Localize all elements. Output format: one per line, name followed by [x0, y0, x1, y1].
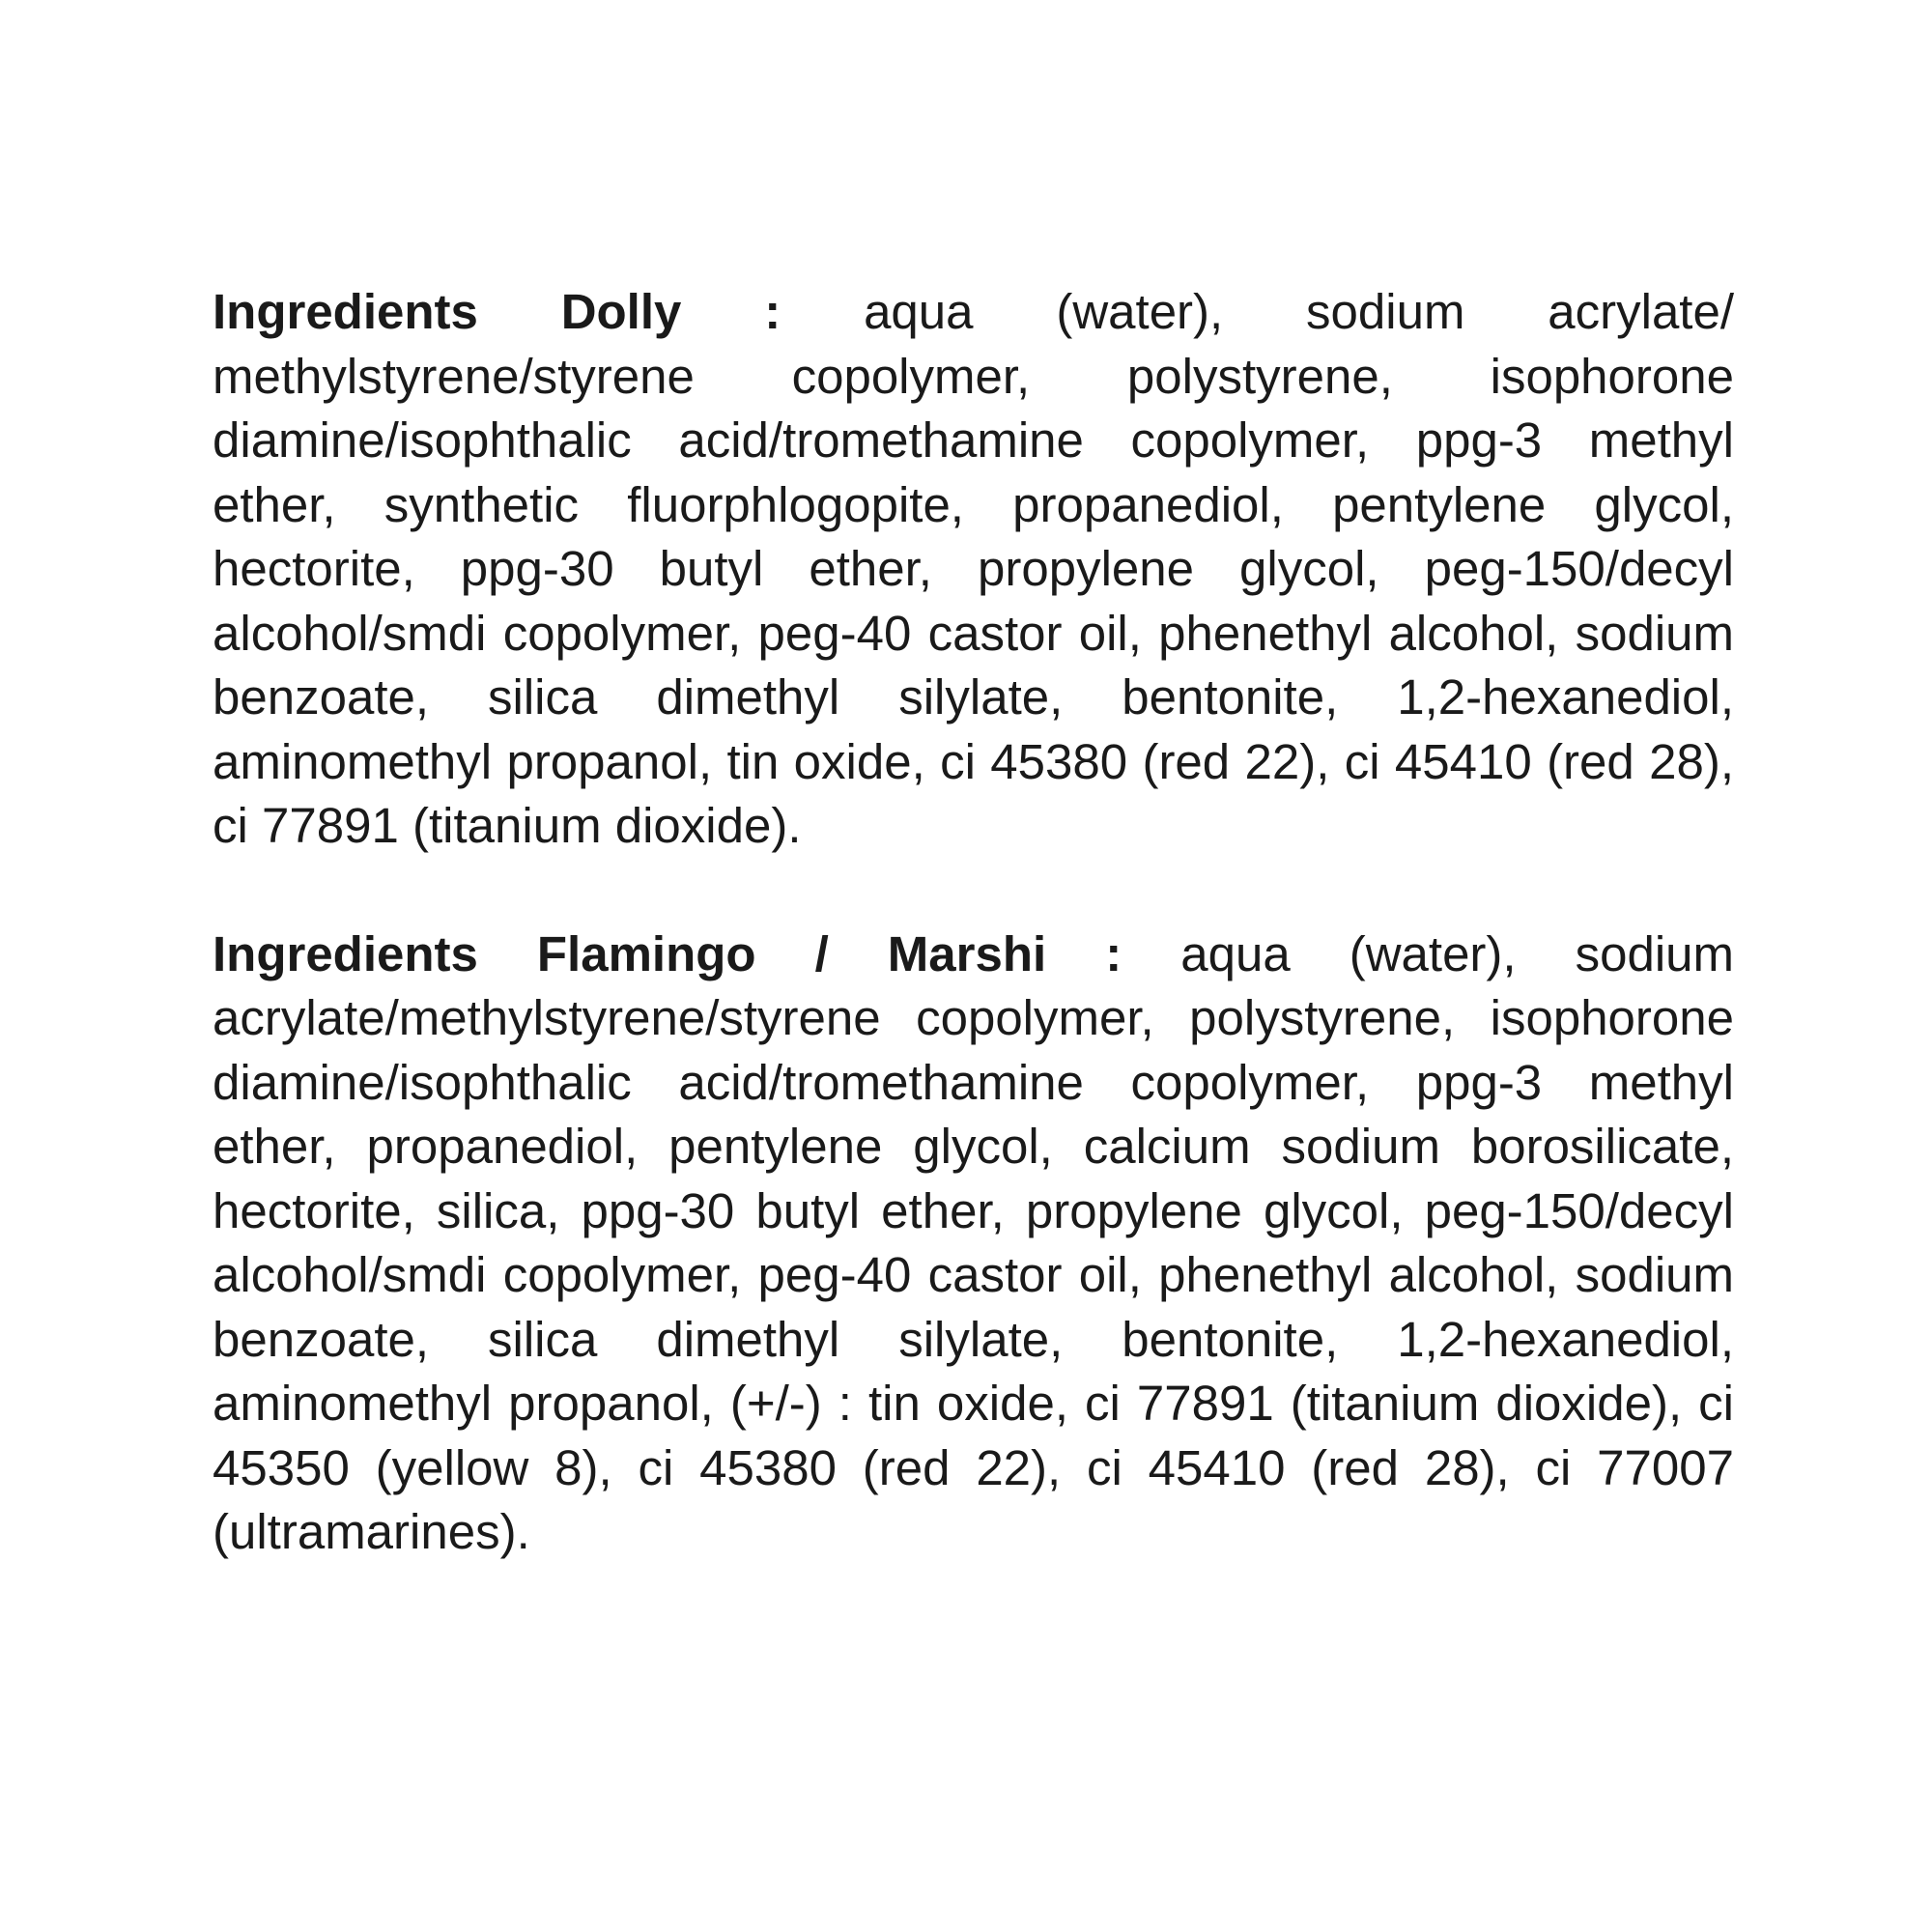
ingredients-dolly-text: aqua (water), sodium acrylate/ methylstyrene/styrene copolymer, polystyrene, isophorone diamine/isophthalic acid/tromethamine copolymer, ppg-3 methyl ether, synthetic fluorphlogopite, propanediol, pentylene glycol, hectorite, ppg-30 butyl ether, propylene glycol, peg-150/decyl alcohol/smdi copolymer, peg-40 castor oil, phenethyl alcohol, sodium benzoate, silica dimethyl silylate, bentonite, 1,2-hexanediol, aminomethyl propanol, tin oxide, ci 45380 (red 22), ci 45410 (red 28), ci 77891 (titanium dioxide). — [213, 284, 1735, 853]
ingredients-flamingo-marshi-paragraph — [213, 923, 1734, 1565]
ingredients-flamingo-marshi-text: aqua (water), sodium acrylate/methylstyrene/styrene copolymer, polystyrene, isophorone diamine/isophthalic acid/tromethamine copolymer, ppg-3 methyl ether, propanediol, pentylene glycol, calcium sodium borosilicate, hectorite, silica, ppg-30 butyl ether, propylene glycol, peg-150/decyl alcohol/smdi copolymer, peg-40 castor oil, phenethyl alcohol, sodium benzoate, silica dimethyl silylate, bentonite, 1,2-hexanediol, aminomethyl propanol, (+/-) : tin oxide, ci 77891 (titanium dioxide), ci 45350 (yellow 8), ci 45380 (red 22), ci 45410 (red 28), ci 77007 (ultramarines). — [213, 925, 1735, 1559]
ingredients-dolly-label: Ingredients Dolly : — [213, 284, 781, 339]
ingredients-dolly-paragraph — [213, 280, 1734, 859]
ingredients-flamingo-marshi-label: Ingredients Flamingo / Marshi : — [213, 925, 1122, 981]
ingredients-document — [213, 280, 1734, 1565]
